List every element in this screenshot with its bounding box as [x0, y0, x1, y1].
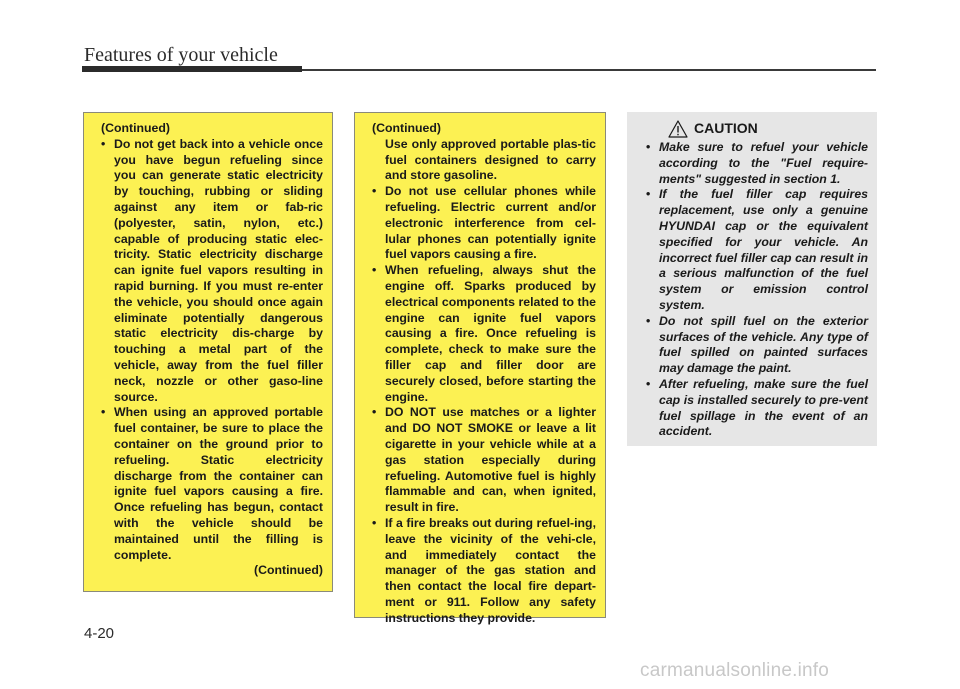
warning-triangle-icon: [668, 120, 688, 138]
left-note-box: [83, 112, 333, 592]
list-item: • If the fuel filler cap requires replacement, use only a genuine HYUNDAI cap or the equivalent specified for your vehicle. An incorrect fuel filler cap can result in a serious malfunction of the fuel system or emission control system.: [638, 187, 868, 313]
continued-label-top: (Continued): [101, 121, 170, 135]
list-item: • Do not spill fuel on the exterior surfaces of the vehicle. Any type of fuel spilled on painted surfaces may damage the paint.: [638, 314, 868, 377]
list-item: • If a fire breaks out during refuel-ing, leave the vicinity of the vehi-cle, and immediately contact the manager of the gas station and then contact the local fire depart-ment or 911. Follow any safety instructions they provide.: [364, 516, 596, 627]
page-header-title: Features of your vehicle: [84, 44, 278, 66]
list-item: • When using an approved portable fuel container, be sure to place the container on the ground prior to refueling. Static electricity discharge from the container can ignite fuel vapors causing a fire. Once refueling has begun, contact with the vehicle should be maintained until the filling is complete.: [93, 405, 323, 563]
list-item: • DO NOT use matches or a lighter and DO NOT SMOKE or leave a lit cigarette in your vehicle while at a gas station especially during refueling. Automotive fuel is highly flammable and can, when ignited, result in fire.: [364, 405, 596, 516]
caution-box: [627, 112, 877, 446]
page-number: 4-20: [84, 625, 115, 642]
middle-note-box: [354, 112, 606, 625]
watermark-text: carmanualsonline.info: [640, 660, 830, 681]
continued-label-top: (Continued): [372, 121, 441, 135]
list-item: • Do not use cellular phones while refueling. Electric current and/or electronic interference from cel-lular phones can potentially ignite fuel vapors causing a fire.: [364, 184, 596, 263]
left-bullet-list: [93, 137, 323, 564]
list-item: • Make sure to refuel your vehicle according to the "Fuel require-ments" suggested in section 1.: [638, 140, 868, 187]
continued-label-bottom: (Continued): [254, 563, 323, 578]
list-item: • After refueling, make sure the fuel cap is installed securely to pre-vent fuel spillage in the event of an accident.: [638, 377, 868, 440]
list-item: • Do not get back into a vehicle once you have begun refueling since you can generate static electricity by touching, rubbing or sliding against any item or fab-ric (polyester, satin, nylon, etc.) capable of producing static elec-tricity. Static electricity discharge can ignite fuel vapors resulting in rapid burning. If you must re-enter the vehicle, you should once again eliminate potentially dangerous static electricity dis-charge by touching a metal part of the vehicle, away from the fuel filler neck, nozzle or other gaso-line source.: [93, 137, 323, 406]
caution-bullet-list: [638, 140, 868, 440]
header-rule-thin: [302, 69, 876, 71]
list-item: • When refueling, always shut the engine off. Sparks produced by electrical components related to the engine can ignite fuel vapors causing a fire. Once refueling is complete, check to make sure the filler cap and filler door are securely closed, before starting the engine.: [364, 263, 596, 405]
intro-paragraph: Use only approved portable plas-tic fuel containers designed to carry and store gasoline.: [385, 136, 596, 183]
caution-heading-text: CAUTION: [694, 120, 758, 137]
caution-heading: [638, 120, 868, 138]
header-rule-thick: [82, 66, 302, 72]
middle-bullet-list: [364, 184, 596, 626]
